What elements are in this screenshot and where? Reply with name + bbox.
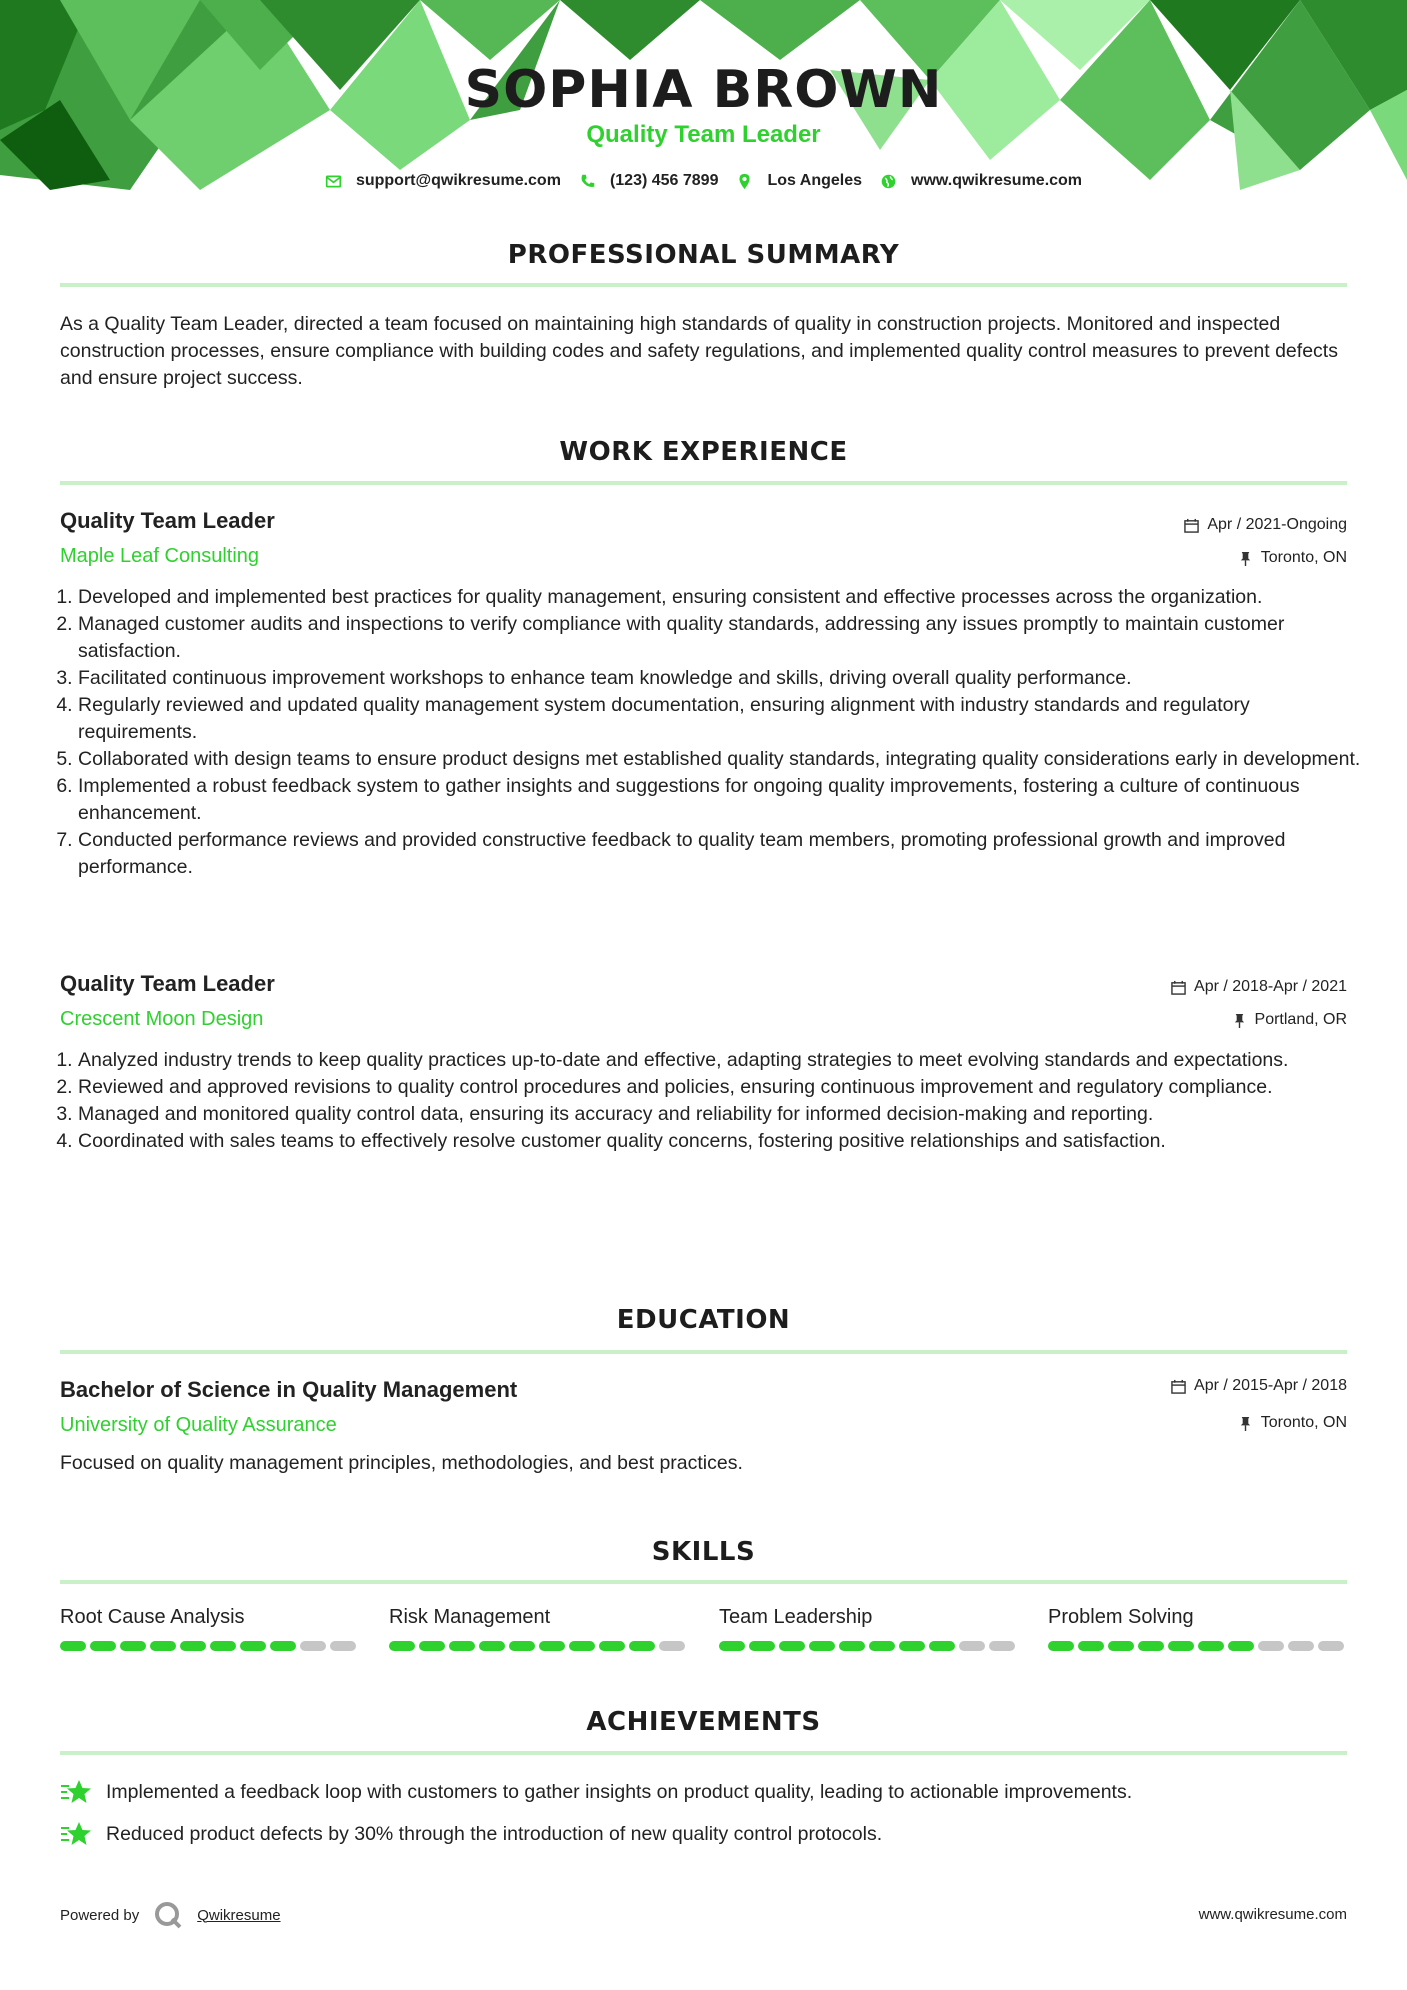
job-dates-text: Apr / 2021-Ongoing: [1207, 516, 1347, 533]
pushpin-icon: [1238, 1416, 1253, 1431]
star-icon: [60, 1820, 92, 1848]
footer-website[interactable]: www.qwikresume.com: [1198, 1906, 1347, 1923]
contact-email[interactable]: [325, 172, 561, 190]
section-heading-experience: WORK EXPERIENCE: [559, 437, 848, 467]
skill-dot-filled: [1168, 1641, 1194, 1651]
section-rule: [60, 283, 1347, 287]
achievement-item: [60, 1778, 1350, 1806]
contact-location-text: Los Angeles: [767, 172, 863, 189]
skill-dot-empty: [1258, 1641, 1284, 1651]
skill-dot-empty: [330, 1641, 356, 1651]
skill-item: [719, 1606, 1019, 1651]
skill-dot-filled: [180, 1641, 206, 1651]
skill-dot-empty: [989, 1641, 1015, 1651]
summary-text: As a Quality Team Leader, directed a team focused on maintaining high standards of quality in construction projects. Monitored and inspected construction processes, ensure compliance with building codes and safety regulations, and implemented quality control measures to prevent defects and ensure project success.: [60, 313, 1338, 389]
contact-website-text: www.qwikresume.com: [911, 172, 1083, 189]
globe-icon: [880, 173, 897, 190]
list-item: 3. Managed and monitored quality control data, ensuring its accuracy and reliability for informed decision-making and reporting.: [78, 1101, 1373, 1128]
phone-icon: [579, 173, 596, 190]
pushpin-icon: [1232, 1013, 1247, 1028]
section-rule: [60, 481, 1347, 485]
skill-dot-empty: [659, 1641, 685, 1651]
contact-website[interactable]: [880, 172, 1082, 190]
skill-dot-filled: [749, 1641, 775, 1651]
skill-name: Root Cause Analysis: [60, 1606, 245, 1628]
skill-item: [60, 1606, 360, 1651]
job-location: [1232, 1011, 1347, 1029]
section-rule: [60, 1580, 1347, 1584]
skill-name: Team Leadership: [719, 1606, 873, 1628]
list-item: 7. Conducted performance reviews and provided constructive feedback to quality team members, promoting professional growth and improved performance.: [78, 827, 1373, 881]
skill-dot-filled: [719, 1641, 745, 1651]
skill-level-bar: [719, 1641, 1019, 1651]
skill-dot-filled: [509, 1641, 535, 1651]
education-school: University of Quality Assurance: [60, 1414, 337, 1436]
skill-dot-empty: [1288, 1641, 1314, 1651]
calendar-icon: [1171, 980, 1186, 995]
education-location: [1238, 1414, 1347, 1432]
list-item: 1. Analyzed industry trends to keep quality practices up-to-date and effective, adapting strategies to meet evolving standards and expectations.: [78, 1047, 1373, 1074]
skill-dot-filled: [629, 1641, 655, 1651]
contact-location: [736, 172, 862, 190]
section-heading-education: EDUCATION: [616, 1305, 791, 1335]
skill-dot-filled: [270, 1641, 296, 1651]
section-rule: [60, 1350, 1347, 1354]
map-pin-icon: [736, 173, 753, 190]
skill-dot-filled: [240, 1641, 266, 1651]
skill-dot-filled: [1198, 1641, 1224, 1651]
contact-phone-text: (123) 456 7899: [609, 172, 719, 189]
skill-dot-filled: [150, 1641, 176, 1651]
achievement-text: Reduced product defects by 30% through the introduction of new quality control protocols.: [106, 1822, 883, 1845]
skill-dot-filled: [449, 1641, 475, 1651]
contact-bar: [0, 172, 1407, 190]
contact-email-text: support@qwikresume.com: [355, 172, 561, 189]
list-item: 1. Developed and implemented best practices for quality management, ensuring consistent and effective processes across the organization.: [78, 584, 1373, 611]
education-description: Focused on quality management principles, methodologies, and best practices.: [60, 1452, 743, 1474]
star-icon: [60, 1778, 92, 1806]
section-rule: [60, 1751, 1347, 1755]
calendar-icon: [1184, 518, 1199, 533]
list-item: 3. Facilitated continuous improvement workshops to enhance team knowledge and skills, driving overall quality performance.: [78, 665, 1373, 692]
skill-dot-filled: [569, 1641, 595, 1651]
skill-dot-filled: [389, 1641, 415, 1651]
job-bullets: [52, 584, 1373, 881]
section-heading-skills: SKILLS: [651, 1537, 756, 1567]
list-item: 4. Coordinated with sales teams to effectively resolve customer quality concerns, fostering positive relationships and satisfaction.: [78, 1128, 1373, 1155]
skill-dot-filled: [809, 1641, 835, 1651]
qwikresume-link[interactable]: Qwikresume: [197, 1906, 281, 1924]
section-heading-summary: PROFESSIONAL SUMMARY: [507, 240, 900, 270]
achievement-item: [60, 1820, 1350, 1848]
job-location: [1238, 549, 1347, 567]
skill-name: Problem Solving: [1048, 1606, 1194, 1628]
footer-powered-by: [60, 1900, 281, 1930]
skill-item: [389, 1606, 689, 1651]
education-degree: Bachelor of Science in Quality Management: [60, 1377, 518, 1402]
powered-by-label: Powered by: [60, 1906, 140, 1924]
education-dates-text: Apr / 2015-Apr / 2018: [1194, 1377, 1347, 1394]
list-item: 5. Collaborated with design teams to ensure product designs met established quality standards, integrating quality considerations early in development.: [78, 746, 1373, 773]
calendar-icon: [1171, 1379, 1186, 1394]
skill-dot-filled: [210, 1641, 236, 1651]
education-dates: [1171, 1377, 1347, 1395]
skill-dot-filled: [90, 1641, 116, 1651]
skill-dot-empty: [1318, 1641, 1344, 1651]
job-location-text: Portland, OR: [1254, 1011, 1347, 1028]
education-location-text: Toronto, ON: [1260, 1414, 1347, 1431]
skill-dot-filled: [60, 1641, 86, 1651]
job-location-text: Toronto, ON: [1260, 549, 1347, 566]
skill-dot-empty: [959, 1641, 985, 1651]
skill-dot-empty: [300, 1641, 326, 1651]
skill-dot-filled: [779, 1641, 805, 1651]
job-title: Quality Team Leader: [60, 508, 275, 533]
skill-dot-filled: [899, 1641, 925, 1651]
pushpin-icon: [1238, 551, 1253, 566]
skill-dot-filled: [419, 1641, 445, 1651]
candidate-name: SOPHIA BROWN: [464, 60, 943, 120]
list-item: 2. Reviewed and approved revisions to quality control procedures and policies, ensuring continuous improvement and regulatory compliance.: [78, 1074, 1373, 1101]
skill-dot-filled: [1108, 1641, 1134, 1651]
list-item: 6. Implemented a robust feedback system to gather insights and suggestions for ongoing quality improvements, fostering a culture of continuous enhancement.: [78, 773, 1373, 827]
list-item: 2. Managed customer audits and inspections to verify compliance with quality standards, addressing any issues promptly to maintain customer satisfaction.: [78, 611, 1373, 665]
mail-icon: [325, 173, 342, 190]
job-company: Maple Leaf Consulting: [60, 545, 260, 567]
job-dates: [1171, 978, 1347, 996]
skill-item: [1048, 1606, 1348, 1651]
candidate-title: Quality Team Leader: [586, 121, 821, 148]
skill-dot-filled: [1138, 1641, 1164, 1651]
skill-dot-filled: [929, 1641, 955, 1651]
skill-dot-filled: [599, 1641, 625, 1651]
skill-name: Risk Management: [389, 1606, 551, 1628]
skill-level-bar: [389, 1641, 689, 1651]
section-heading-achievements: ACHIEVEMENTS: [586, 1707, 821, 1737]
job-company: Crescent Moon Design: [60, 1008, 264, 1030]
skill-dot-filled: [539, 1641, 565, 1651]
job-bullets: [52, 1047, 1373, 1155]
job-dates: [1184, 516, 1347, 534]
job-title: Quality Team Leader: [60, 971, 275, 996]
job-dates-text: Apr / 2018-Apr / 2021: [1194, 978, 1347, 995]
skill-dot-filled: [479, 1641, 505, 1651]
skill-dot-filled: [120, 1641, 146, 1651]
skill-level-bar: [1048, 1641, 1348, 1651]
qwikresume-logo-icon: [153, 1900, 183, 1930]
skill-level-bar: [60, 1641, 360, 1651]
skill-dot-filled: [839, 1641, 865, 1651]
list-item: 4. Regularly reviewed and updated quality management system documentation, ensuring alignment with industry standards and regulatory requirements.: [78, 692, 1373, 746]
skill-dot-filled: [869, 1641, 895, 1651]
achievement-text: Implemented a feedback loop with customers to gather insights on product quality, leading to actionable improvements.: [106, 1780, 1133, 1803]
skill-dot-filled: [1228, 1641, 1254, 1651]
skill-dot-filled: [1078, 1641, 1104, 1651]
skill-dot-filled: [1048, 1641, 1074, 1651]
contact-phone[interactable]: [579, 172, 719, 190]
